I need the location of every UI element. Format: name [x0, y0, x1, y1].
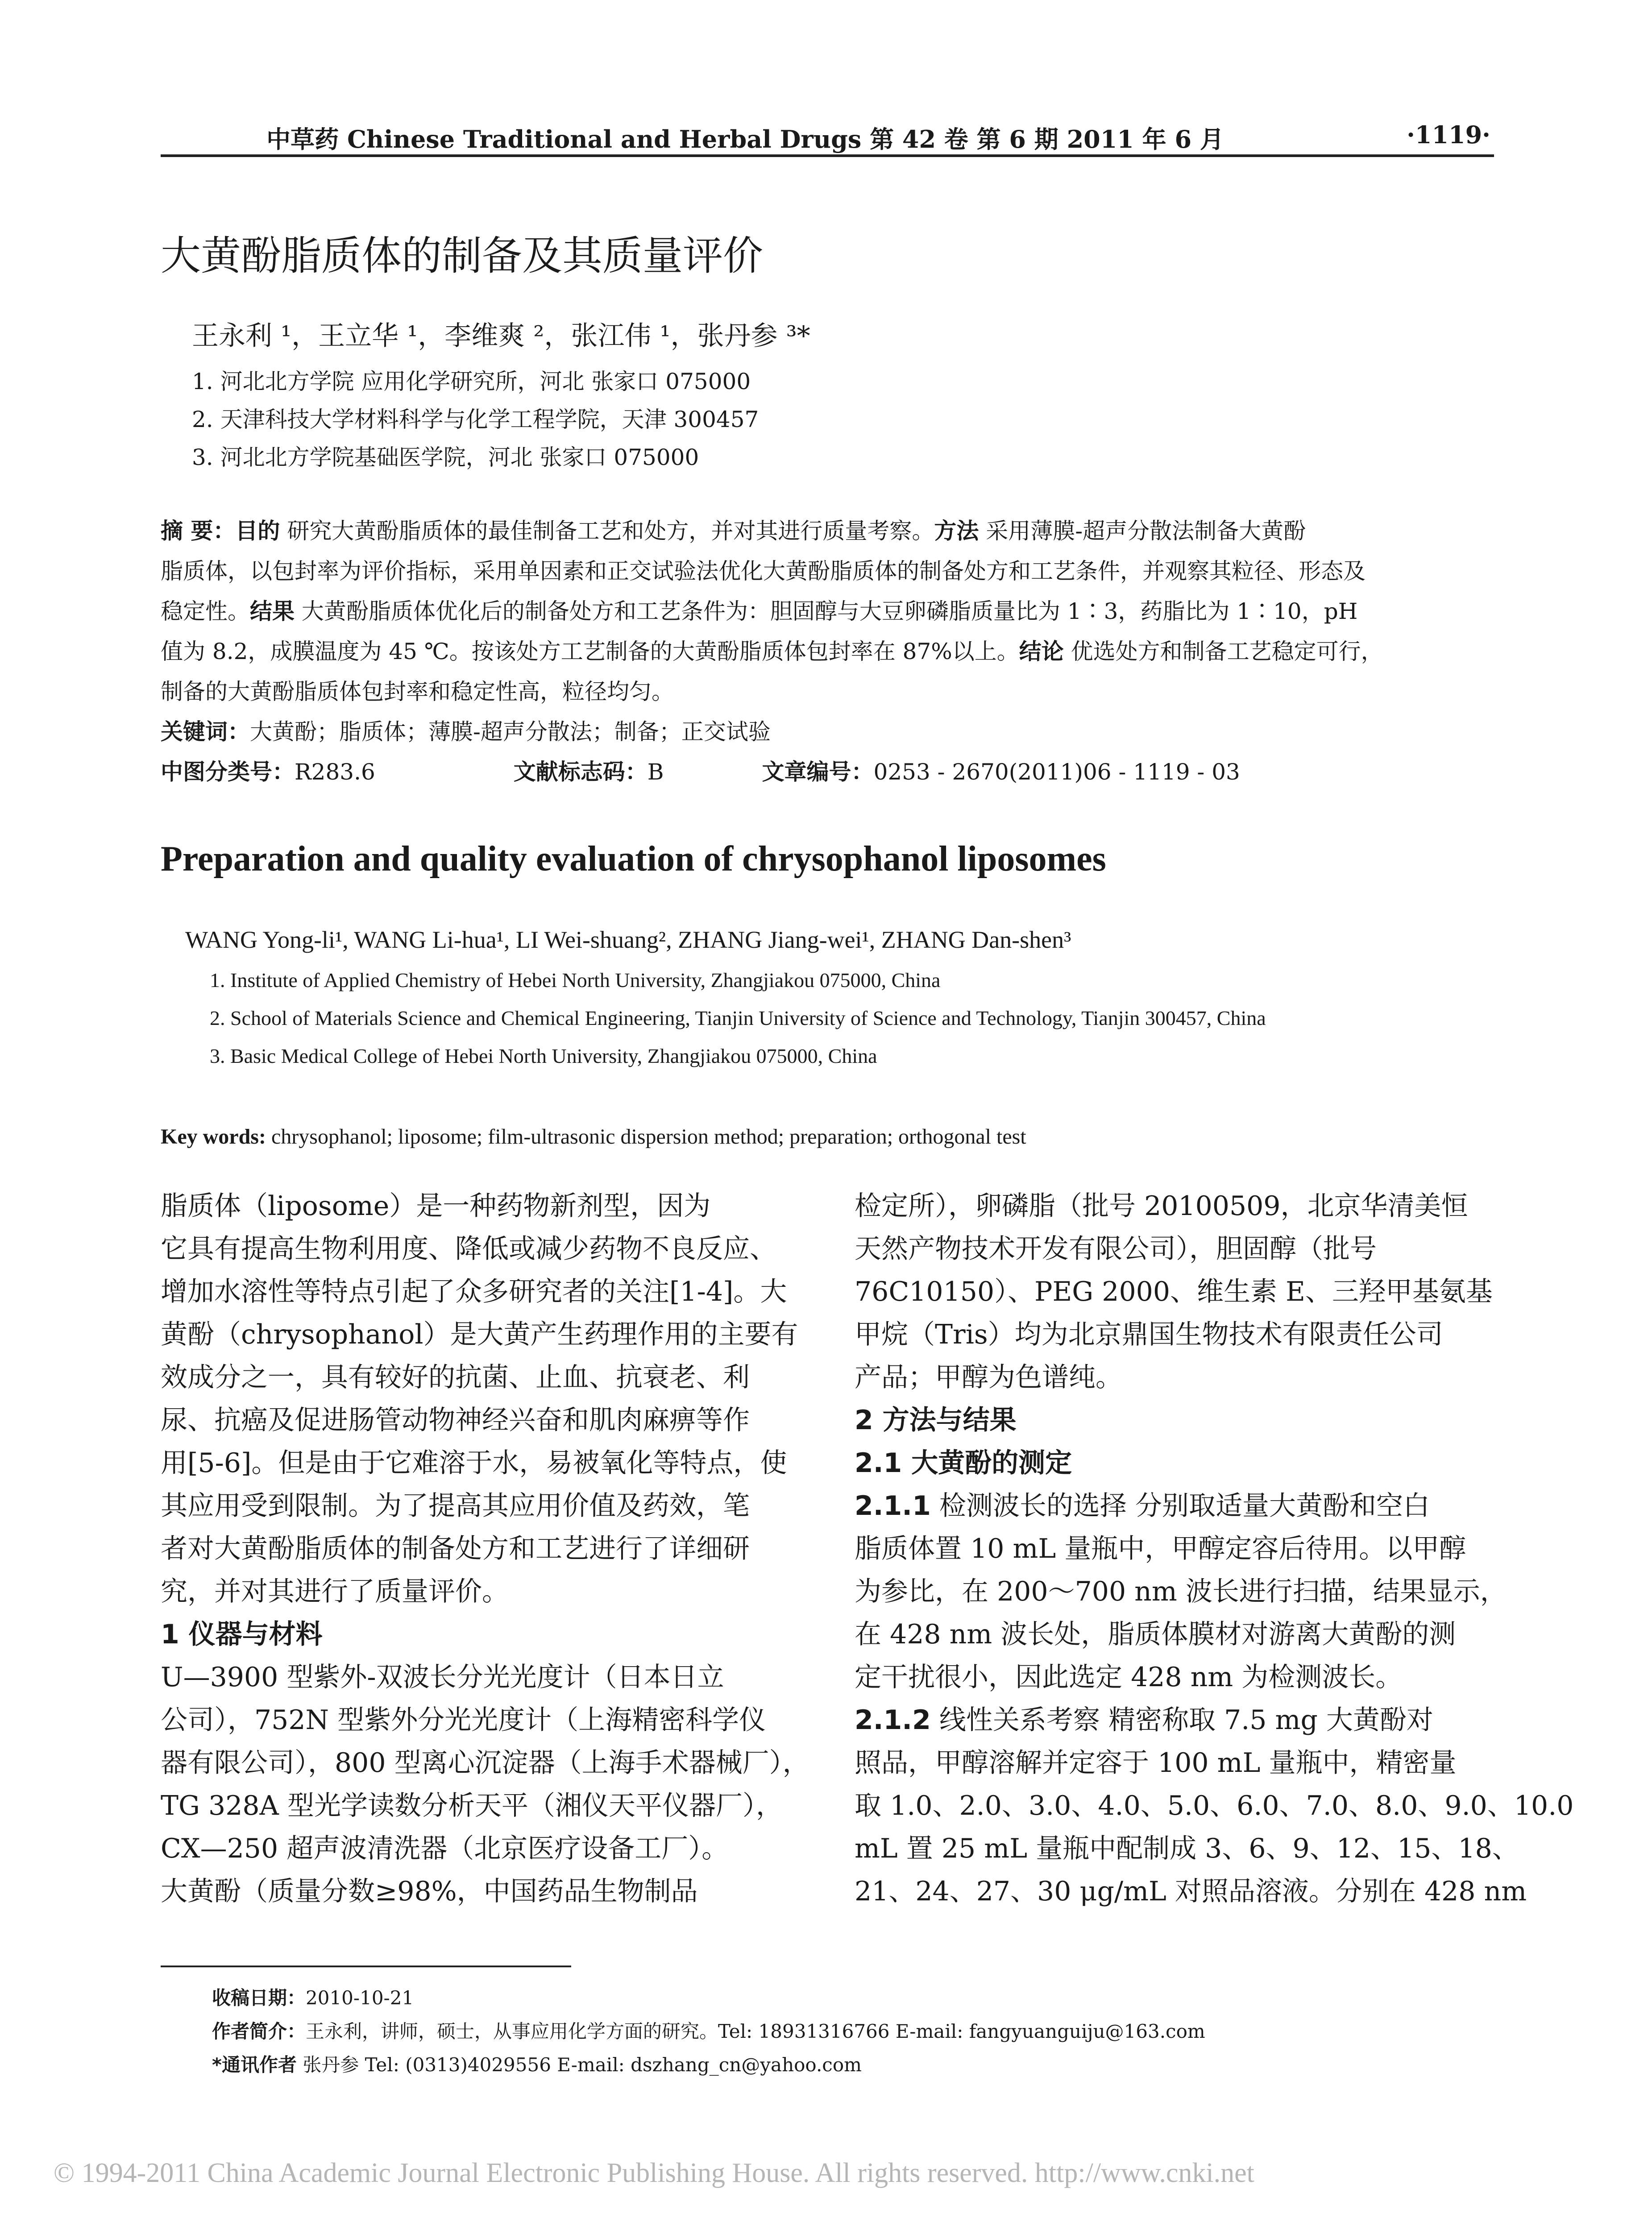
- body-line: 其应用受到限制。为了提高其应用价值及药效，笔: [161, 1490, 750, 1522]
- journal-header: 中草药 Chinese Traditional and Herbal Drugs 第 42 卷 第 6 期 2011 年 6 月: [266, 125, 1224, 153]
- body-line: 在 428 nm 波长处，脂质体膜材对游离大黄酚的测: [855, 1619, 1456, 1650]
- body-line: CX—250 超声波清洗器（北京医疗设备工厂）。: [161, 1833, 729, 1864]
- body-line: 2.1.1 检测波长的选择 分别取适量大黄酚和空白: [855, 1490, 1430, 1522]
- footnote-rule: [161, 1966, 571, 1967]
- keywords-cn: 关键词：大黄酚；脂质体；薄膜-超声分散法；制备；正交试验: [161, 719, 771, 745]
- body-line: TG 328A 型光学读数分析天平（湘仪天平仪器厂），: [161, 1790, 783, 1821]
- abstract-cn-line: 稳定性。结果 大黄酚脂质体优化后的制备处方和工艺条件为：胆固醇与大豆卵磷脂质量比为 1∶3，药脂比为 1∶10，pH: [161, 598, 1358, 624]
- body-line: U—3900 型紫外-双波长分光光度计（日本日立: [161, 1662, 724, 1693]
- body-line: 究，并对其进行了质量评价。: [161, 1576, 509, 1607]
- abstract-cn-line: 值为 8.2，成膜温度为 45 ℃。按该处方工艺制备的大黄酚脂质体包封率在 87%以上。结论 优选处方和制备工艺稳定可行，: [161, 639, 1383, 664]
- body-line: 检定所），卵磷脂（批号 20100509，北京华清美恒: [855, 1190, 1468, 1222]
- affiliation-cn: 2. 天津科技大学材料科学与化学工程学院，天津 300457: [192, 406, 759, 432]
- body-line: mL 置 25 mL 量瓶中配制成 3、6、9、12、15、18、: [855, 1833, 1519, 1864]
- body-line: 甲烷（Tris）均为北京鼎国生物技术有限责任公司: [855, 1319, 1443, 1350]
- abstract-label: 摘 要：: [161, 518, 236, 544]
- affiliation-en: 3. Basic Medical College of Hebei North University, Zhangjiakou 075000, China: [210, 1045, 877, 1067]
- body-line: 定干扰很小，因此选定 428 nm 为检测波长。: [855, 1662, 1403, 1693]
- affiliation-cn: 3. 河北北方学院基础医学院，河北 张家口 075000: [192, 444, 699, 470]
- abstract-cn-line: 制备的大黄酚脂质体包封率和稳定性高，粒径均匀。: [161, 679, 674, 705]
- section-heading: 1 仪器与材料: [161, 1619, 323, 1650]
- body-line: 2.1.2 线性关系考察 精密称取 7.5 mg 大黄酚对: [855, 1704, 1433, 1736]
- right-column: [855, 1185, 1574, 1913]
- body-line: 用[5-6]。但是由于它难溶于水，易被氧化等特点，使: [161, 1447, 787, 1479]
- body-line: 大黄酚（质量分数≥98%，中国药品生物制品: [161, 1876, 698, 1907]
- body-line: 尿、抗癌及促进肠管动物神经兴奋和肌肉麻痹等作: [161, 1405, 750, 1436]
- affiliation-cn: 1. 河北北方学院 应用化学研究所，河北 张家口 075000: [192, 369, 751, 394]
- body-line: 增加水溶性等特点引起了众多研究者的关注[1-4]。大: [161, 1276, 787, 1307]
- body-line: 器有限公司），800 型离心沉淀器（上海手术器械厂），: [161, 1747, 809, 1779]
- body-line: 者对大黄酚脂质体的制备处方和工艺进行了详细研: [161, 1533, 750, 1564]
- left-column: [161, 1185, 809, 1913]
- objective-label: 目的: [235, 518, 280, 544]
- keywords-en: Key words: chrysophanol; liposome; film-ultrasonic dispersion method; preparation; orthogonal test: [161, 1125, 1026, 1149]
- result-label: 结果: [250, 598, 295, 624]
- conclusion-label: 结论: [1019, 639, 1064, 664]
- copyright-notice: © 1994-2011 China Academic Journal Electronic Publishing House. All rights reserved. http://www.cnki.net: [54, 2158, 1254, 2188]
- page-number: ·1119·: [1407, 120, 1490, 149]
- footnote-corresponding: *通讯作者 张丹参 Tel: (0313)4029556 E-mail: dszhang_cn@yahoo.com: [212, 2054, 862, 2076]
- footnote-author: 作者简介：王永利，讲师，硕士，从事应用化学方面的研究。Tel: 18931316766 E-mail: fangyuanguiju@163.com: [212, 2020, 1205, 2042]
- body-line: 取 1.0、2.0、3.0、4.0、5.0、6.0、7.0、8.0、9.0、10.0: [855, 1790, 1574, 1821]
- affiliation-en: 1. Institute of Applied Chemistry of Hebei North University, Zhangjiakou 075000, China: [210, 969, 941, 991]
- body-line: 效成分之一，具有较好的抗菌、止血、抗衰老、利: [161, 1362, 750, 1393]
- body-line: 为参比，在 200～700 nm 波长进行扫描，结果显示，: [855, 1576, 1507, 1607]
- body-line: 公司），752N 型紫外分光光度计（上海精密科学仪: [161, 1704, 766, 1736]
- affiliation-en: 2. School of Materials Science and Chemical Engineering, Tianjin University of Science and Technology, Tianjin 300457, China: [210, 1007, 1266, 1029]
- authors-cn: 王永利 ¹，王立华 ¹，李维爽 ²，张江伟 ¹，张丹参 ³*: [192, 320, 810, 352]
- body-line: 照品，甲醇溶解并定容于 100 mL 量瓶中，精密量: [855, 1747, 1457, 1779]
- method-label: 方法: [934, 518, 979, 544]
- section-heading: 2 方法与结果: [855, 1405, 1017, 1436]
- body-line: 21、24、27、30 μg/mL 对照品溶液。分别在 428 nm: [855, 1876, 1527, 1907]
- abstract-cn-line: 摘 要：目的 研究大黄酚脂质体的最佳制备工艺和处方，并对其进行质量考察。方法 采用薄膜-超声分散法制备大黄酚: [161, 518, 1306, 544]
- authors-en: WANG Yong-li¹, WANG Li-hua¹, LI Wei-shuang², ZHANG Jiang-wei¹, ZHANG Dan-shen³: [185, 926, 1071, 953]
- body-line: 76C10150）、PEG 2000、维生素 E、三羟甲基氨基: [855, 1276, 1493, 1307]
- body-line: 脂质体（liposome）是一种药物新剂型，因为: [161, 1190, 711, 1222]
- body-line: 天然产物技术开发有限公司），胆固醇（批号: [855, 1233, 1377, 1265]
- body-line: 黄酚（chrysophanol）是大黄产生药理作用的主要有: [161, 1319, 798, 1350]
- header-rule: [161, 154, 1494, 157]
- body-line: 产品；甲醇为色谱纯。: [855, 1362, 1122, 1393]
- subsection-heading: 2.1 大黄酚的测定: [855, 1447, 1072, 1479]
- footnote-received: 收稿日期：2010-10-21: [212, 1987, 414, 2009]
- title-cn: 大黄酚脂质体的制备及其质量评价: [161, 232, 763, 279]
- title-en: Preparation and quality evaluation of chrysophanol liposomes: [161, 839, 1106, 879]
- body-line: 它具有提高生物利用度、降低或减少药物不良反应、: [161, 1233, 776, 1265]
- classification-line: 中图分类号：R283.6 文献标志码：B 文章编号：0253 - 2670(2011)06 - 1119 - 03: [161, 759, 1240, 785]
- abstract-cn-line: 脂质体，以包封率为评价指标，采用单因素和正交试验法优化大黄酚脂质体的制备处方和工艺条件，并观察其粒径、形态及: [161, 558, 1366, 584]
- body-line: 脂质体置 10 mL 量瓶中，甲醇定容后待用。以甲醇: [855, 1533, 1466, 1564]
